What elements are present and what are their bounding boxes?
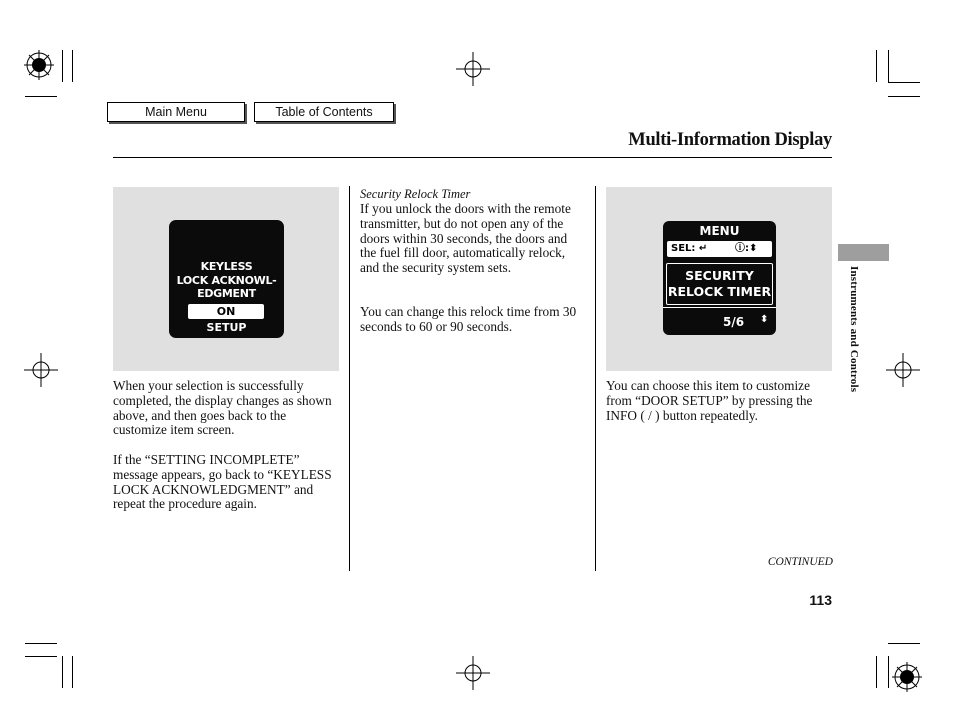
table-of-contents-button[interactable]: Table of Contents (254, 102, 394, 122)
lcd-line-1: KEYLESS (200, 260, 253, 273)
lcd-sel-row (667, 241, 772, 257)
lcd-item-box (666, 263, 773, 305)
lcd-screen (663, 221, 776, 335)
main-menu-button[interactable]: Main Menu (107, 102, 245, 122)
column-divider-right (595, 186, 596, 571)
lcd-item-line-1: SECURITY (685, 268, 754, 283)
up-down-arrow-icon: ⬍ (760, 314, 769, 325)
lcd-setup-label: SETUP (206, 321, 247, 334)
column-divider-left (349, 186, 350, 571)
security-relock-display-figure (606, 187, 832, 371)
lcd-screen (169, 220, 284, 338)
info-icon: ⓘ:⬍ (735, 243, 758, 254)
lcd-item-line-2: RELOCK TIMER (667, 284, 772, 299)
right-paragraph-1: You can choose this item to customize from “DOOR SETUP” by pressing the INFO ( / ) button repeatedly. (606, 378, 813, 423)
lcd-sel-label: SEL: (671, 243, 696, 254)
section-tab-label: Instruments and Controls (848, 266, 860, 393)
left-paragraph-2: If the “SETTING INCOMPLETE” message appears, go back to “KEYLESS LOCK ACKNOWLEDGMENT” and repeat the procedure again. (113, 452, 332, 512)
enter-icon: ↵ (698, 243, 708, 254)
lcd-line-2: LOCK ACKNOWL- (176, 273, 277, 287)
middle-paragraph-1: If you unlock the doors with the remote transmitter, but do not open any of the doors within 30 seconds, the doors and the fuel fill door, automatically relock, and the security system sets. (360, 201, 571, 276)
title-rule (113, 157, 832, 158)
page-title: Multi-Information Display (628, 130, 832, 150)
section-subheading: Security Relock Timer (360, 187, 471, 201)
left-paragraph-1: When your selection is successfully completed, the display changes as shown above, and then goes back to the customize item screen. (113, 378, 332, 438)
page-number: 113 (809, 592, 832, 608)
lcd-page-indicator: 5/6 (723, 315, 745, 329)
keyless-ack-display-figure (113, 187, 339, 371)
lcd-divider (663, 307, 776, 308)
section-tab-marker (838, 244, 889, 261)
continued-label: CONTINUED (767, 556, 833, 568)
lcd-option-on: ON (188, 304, 264, 319)
lcd-menu-label: MENU (699, 224, 740, 238)
lcd-line-3: EDGMENT (197, 287, 256, 300)
middle-paragraph-2: You can change this relock time from 30 seconds to 60 or 90 seconds. (360, 304, 577, 334)
